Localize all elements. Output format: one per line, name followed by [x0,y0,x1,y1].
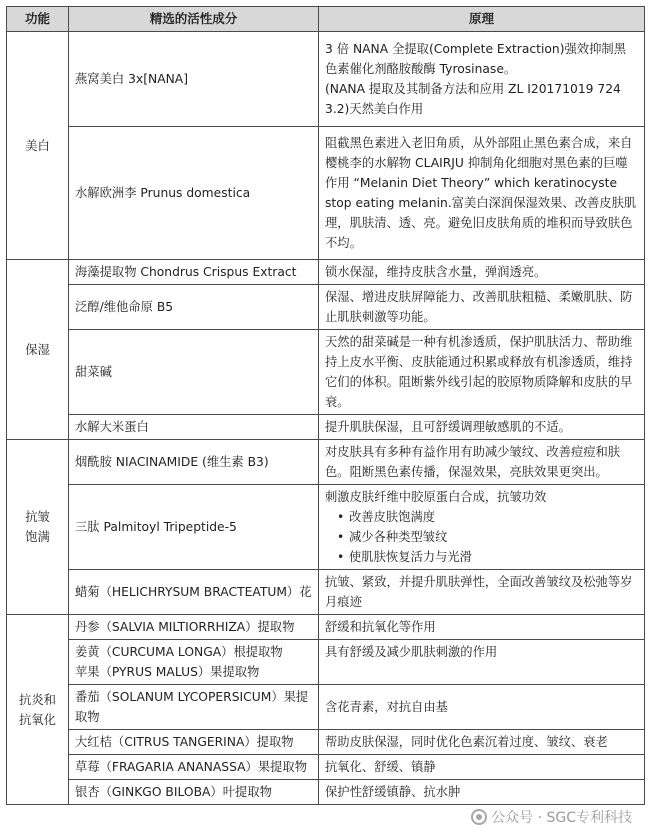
principle-text: (NANA 提取及其制备方法和应用 ZL I20171019 724 3.2)天然美白作用 [325,82,621,116]
principle-cell: 含花青素，对抗自由基 [319,685,645,730]
ingredient-cell: 烟酰胺 NIACINAMIDE (维生素 B3) [69,440,319,485]
function-label-line: 抗氧化 [19,712,56,727]
principle-cell: 帮助皮肤保湿，同时优化色素沉着过度、皱纹、衰老 [319,730,645,755]
table-row [7,440,645,485]
principle-cell: 对皮肤具有多种有益作用有助减少皱纹、改善痘痘和肤色。阻断黑色素传播，保湿效果，亮肤效果更突出。 [319,440,645,485]
ingredients-table [6,6,645,805]
table-row [7,640,645,685]
ingredient-cell: 海藻提取物 Chondrus Crispus Extract [69,260,319,285]
principle-text: 3 倍 NANA 全提取(Complete Extraction)强效抑制黑色素催化剂酪胺酸酶 Tyrosinase。 [325,42,626,76]
ingredient-cell: 银杏（GINKGO BILOBA）叶提取物 [69,780,319,805]
header-function: 功能 [7,7,69,32]
principle-cell: 保护性舒缓镇静、抗水肿 [319,780,645,805]
ingredient-cell: 泛醇/维他命原 B5 [69,285,319,330]
header-ingredients: 精选的活性成分 [69,7,319,32]
principle-cell: 提升肌肤保湿，且可舒缓调理敏感肌的不适。 [319,415,645,440]
ingredient-line: 苹果（PYRUS MALUS）果提取物 [75,665,260,679]
principle-cell [319,485,645,570]
table-row [7,415,645,440]
function-label-line: 抗炎和 [19,692,56,707]
function-cell-antiwrinkle [7,440,69,615]
function-cell-antiinflammatory [7,615,69,805]
table-row [7,485,645,570]
ingredient-cell: 大红桔（CITRUS TANGERINA）提取物 [69,730,319,755]
function-label-line: 饱满 [25,530,50,544]
principle-text: 刺激皮肤纤维中胶原蛋白合成，抗皱功效 [325,490,547,504]
table-row [7,615,645,640]
ingredient-cell: 水解大米蛋白 [69,415,319,440]
list-item: • 改善皮肤饱满度 [337,507,638,527]
table-row [7,330,645,415]
table-row [7,285,645,330]
principle-cell: 保湿、增进皮肤屏障能力、改善肌肤粗糙、柔嫩肌肤、防止肌肤刺激等功能。 [319,285,645,330]
table-header-row [7,7,645,32]
header-principle: 原理 [319,7,645,32]
ingredient-cell: 番茄（SOLANUM LYCOPERSICUM）果提取物 [69,685,319,730]
principle-cell: 抗皱、紧致，并提升肌肤弹性，全面改善皱纹及松弛等岁月痕迹 [319,570,645,615]
function-cell-whitening: 美白 [7,32,69,260]
principle-cell: 舒缓和抗氧化等作用 [319,615,645,640]
principle-cell: 阻截黑色素进入老旧角质，从外部阻止黑色素合成，来自樱桃李的水解物 CLAIRJU 抑制角化细胞对黑色素的巨噬作用 “Melanin Diet Theory” which keratinocyste stop eating melanin.富美白深润保湿效果、改善皮肤肌理，肌肤清、透、亮。避免旧皮肤角质的堆积而导致肤色不均。 [319,127,645,260]
table-row [7,570,645,615]
principle-cell: 锁水保湿，维持皮肤含水量，弹润透亮。 [319,260,645,285]
ingredient-cell: 水解欧洲李 Prunus domestica [69,127,319,260]
principle-cell: 具有舒缓及减少肌肤刺激的作用 [319,640,645,685]
ingredient-cell [69,640,319,685]
principle-cell [319,32,645,127]
principle-cell: 天然的甜菜碱是一种有机渗透质，保护肌肤活力、帮助维持上皮水平衡、皮肤能通过积累或释放有机渗透质，维持它们的体积。阻断紫外线引起的胶原物质降解和皮肤的早衰。 [319,330,645,415]
table-row [7,730,645,755]
ingredient-cell: 丹参（SALVIA MILTIORRHIZA）提取物 [69,615,319,640]
list-item: • 减少各种类型皱纹 [337,527,638,547]
ingredient-line: 姜黄（CURCUMA LONGA）根提取物 [75,645,283,659]
ingredient-cell: 草莓（FRAGARIA ANANASSA）果提取物 [69,755,319,780]
wechat-icon [471,809,487,825]
function-cell-moisturizing: 保湿 [7,260,69,440]
table-row [7,755,645,780]
table-row [7,780,645,805]
principle-cell: 抗氧化、舒缓、镇静 [319,755,645,780]
table-row [7,685,645,730]
ingredient-cell: 三肽 Palmitoyl Tripeptide-5 [69,485,319,570]
table-row [7,260,645,285]
watermark [471,807,632,827]
table-row [7,127,645,260]
ingredient-cell: 蜡菊（HELICHRYSUM BRACTEATUM）花 [69,570,319,615]
benefit-list [325,507,638,567]
list-item: • 使肌肤恢复活力与光滑 [337,547,638,567]
function-label-line: 抗皱 [25,510,50,524]
table-row [7,32,645,127]
watermark-text: 公众号 · SGC专利科技 [491,810,632,826]
ingredient-cell: 燕窝美白 3x[NANA] [69,32,319,127]
ingredient-cell: 甜菜碱 [69,330,319,415]
